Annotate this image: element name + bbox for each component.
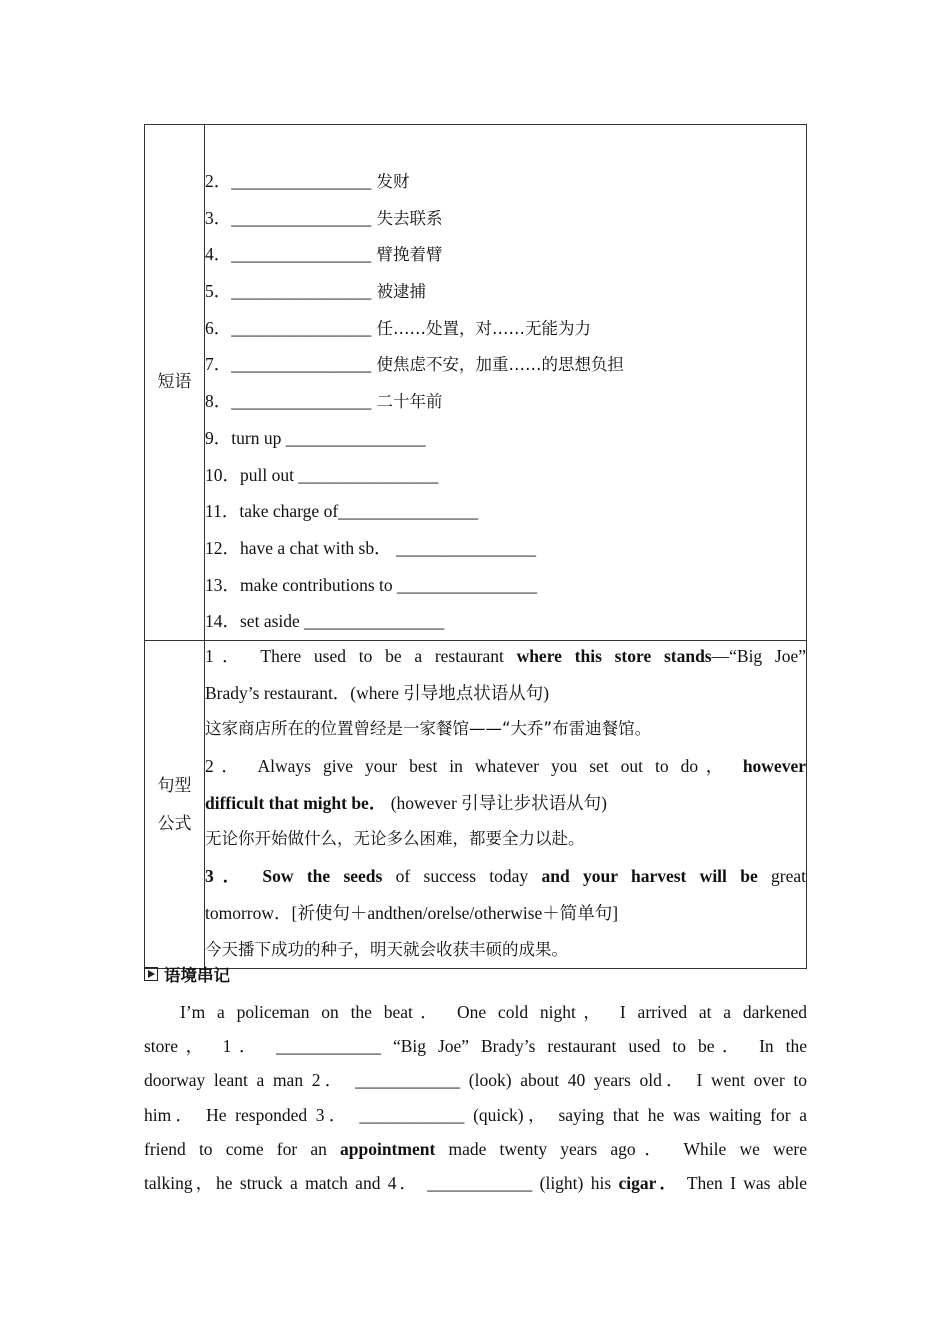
phrase-list bbox=[205, 125, 806, 640]
sentence-3: 3． Sow the seeds of success today and your harvest will be great tomorrow．[祈使句＋andthen/orelse/otherwise＋简单句] 今天播下成功的种子，明天就会收获丰硕的成果。 bbox=[205, 866, 806, 959]
answer-blank[interactable]: ________________ bbox=[231, 171, 372, 191]
phrase-number: 3． bbox=[205, 207, 232, 228]
sentence-1: 1． There used to be a restaurant where this store stands—“Big Joe” Brady’s restaurant．(where 引导地点状语从句) 这家商店所在的位置曾经是一家餐馆——“大乔”布雷迪餐馆。 bbox=[205, 645, 807, 739]
answer-blank[interactable]: ________________ bbox=[231, 281, 372, 302]
answer-blank[interactable]: ________________ bbox=[304, 611, 445, 632]
phrase-item bbox=[205, 163, 806, 200]
phrase-item bbox=[205, 200, 806, 237]
answer-blank[interactable]: ________________ bbox=[231, 207, 372, 228]
sentences-cell bbox=[205, 640, 807, 968]
phrase-item bbox=[205, 383, 806, 420]
phrase-item bbox=[205, 310, 806, 347]
answer-blank[interactable]: ________________ bbox=[231, 391, 372, 412]
vocab-table bbox=[144, 124, 807, 969]
section-heading bbox=[144, 961, 230, 987]
passage-line: talking，he struck a match and 4． ____________ (light) his cigar． Then I was able bbox=[144, 1172, 807, 1193]
phrase-text: have a chat with sb． bbox=[240, 537, 392, 558]
phrase-text: 发财 bbox=[371, 172, 410, 191]
phrase-number: 5． bbox=[205, 281, 232, 302]
answer-blank[interactable]: ________________ bbox=[391, 537, 536, 558]
phrase-text: turn up bbox=[231, 427, 286, 448]
phrase-text: 臂挽着臂 bbox=[371, 245, 443, 265]
passage-line: I’m a policeman on the beat． One cold night， I arrived at a darkened bbox=[180, 1002, 807, 1022]
story-passage bbox=[144, 995, 807, 1200]
phrase-text: 失去联系 bbox=[371, 208, 443, 228]
answer-blank[interactable]: ________________ bbox=[298, 464, 439, 485]
phrase-number: 10． bbox=[205, 464, 240, 485]
passage-line: him． He responded 3． ____________ (quick)， saying that he was waiting for a bbox=[144, 1104, 807, 1125]
phrase-item bbox=[205, 457, 806, 494]
sentences-row bbox=[145, 640, 807, 968]
phrase-item bbox=[205, 567, 806, 604]
answer-blank[interactable]: ________________ bbox=[338, 501, 479, 522]
answer-blank[interactable]: ________________ bbox=[231, 317, 372, 338]
phrase-text: take charge of bbox=[239, 501, 339, 522]
phrase-number: 14． bbox=[205, 611, 240, 632]
phrase-text: set aside bbox=[240, 611, 305, 632]
phrase-number: 9． bbox=[205, 427, 232, 448]
phrase-item bbox=[205, 236, 806, 273]
play-marker-icon bbox=[144, 967, 158, 981]
phrase-text: 任……处置，对……无能为力 bbox=[371, 318, 591, 338]
phrase-number: 7． bbox=[205, 354, 232, 375]
phrase-text: 二十年前 bbox=[371, 392, 443, 412]
phrase-number: 13． bbox=[205, 574, 240, 595]
phrase-number: 11． bbox=[205, 501, 240, 522]
phrase-item bbox=[205, 420, 806, 457]
phrase-number: 12． bbox=[205, 537, 240, 558]
phrase-text: pull out bbox=[240, 464, 299, 485]
phrase-text: make contributions to bbox=[240, 574, 397, 595]
answer-blank[interactable]: ________________ bbox=[397, 574, 537, 595]
passage-line: store， 1． ____________ “Big Joe” Brady’s restaurant used to be． In the bbox=[144, 1036, 807, 1057]
phrase-number: 2． bbox=[205, 171, 232, 191]
phrase-number: 8． bbox=[205, 391, 232, 412]
answer-blank[interactable]: ________________ bbox=[285, 427, 426, 448]
phrase-item bbox=[205, 273, 806, 310]
answer-blank[interactable]: ________________ bbox=[231, 244, 372, 265]
phrase-item bbox=[205, 530, 806, 567]
phrase-number: 4． bbox=[205, 244, 232, 265]
phrases-cell bbox=[205, 125, 807, 641]
phrase-item bbox=[205, 493, 806, 530]
sentences-label: 句型 公式 bbox=[145, 640, 205, 968]
phrases-row bbox=[145, 125, 807, 641]
passage-line: doorway leant a man 2． ____________ (look) about 40 years old． I went over to bbox=[144, 1070, 807, 1091]
answer-blank[interactable]: ________________ bbox=[231, 354, 372, 375]
phrase-text: 被逮捕 bbox=[371, 282, 426, 302]
phrase-item bbox=[205, 346, 806, 383]
section-title: 语境串记 bbox=[164, 966, 230, 985]
passage-line: friend to come for an appointment made twenty years ago． While we were bbox=[144, 1138, 807, 1159]
phrase-text: 使焦虑不安，加重……的思想负担 bbox=[371, 355, 624, 375]
sentence-2: 2． Always give your best in whatever you set out to do， however difficult that might be． (however 引导让步状语从句) 无论你开始做什么，无论多么困难，都要全力以赴。 bbox=[205, 756, 806, 849]
phrase-number: 6． bbox=[205, 317, 232, 338]
phrase-item bbox=[205, 603, 806, 640]
phrases-label: 短语 bbox=[145, 125, 205, 641]
